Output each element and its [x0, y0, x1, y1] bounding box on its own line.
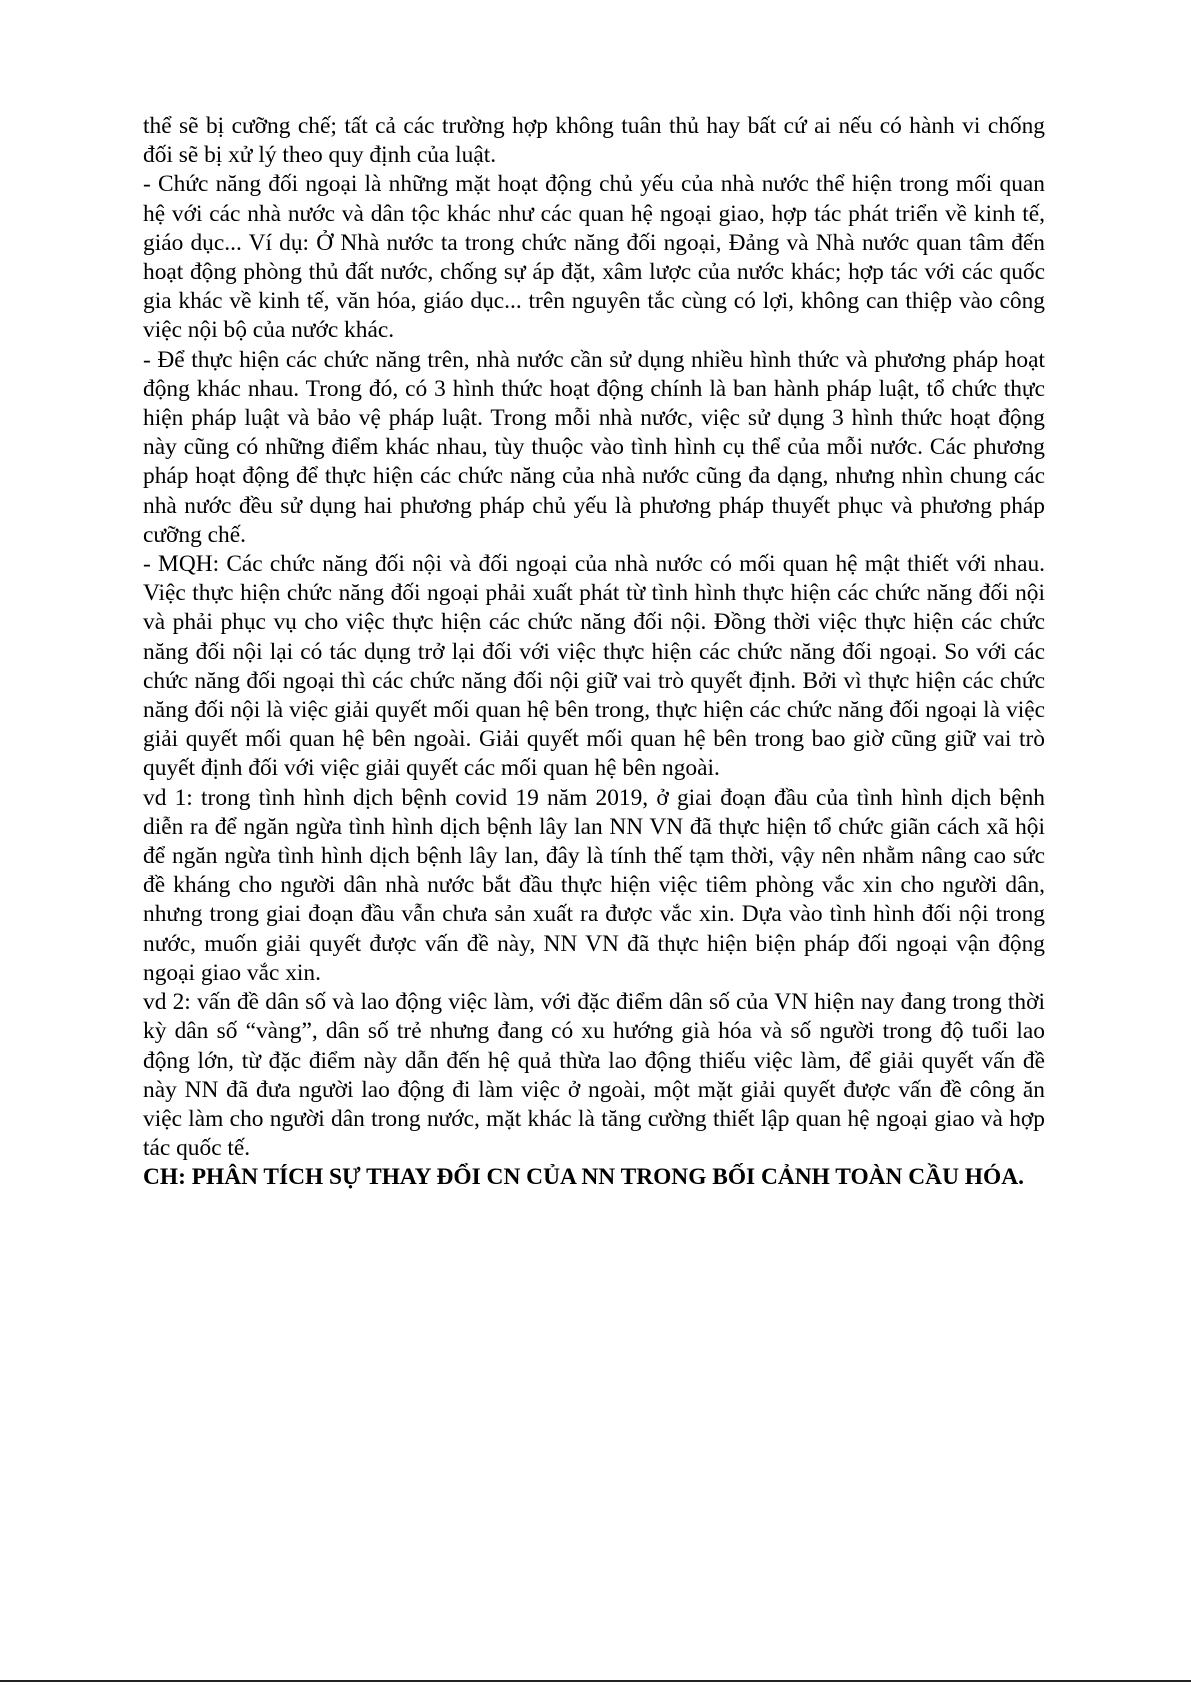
paragraph-example-2: vd 2: vấn đề dân số và lao động việc làm, với đặc điểm dân số của VN hiện nay đang trong thời kỳ dân số “vàng”, dân số trẻ nhưng đang có xu hướng già hóa và số người trong độ tuổi lao động lớn, từ đặc điểm này dẫn đến hệ quả thừa lao động thiếu việc làm, để giải quyết vấn đề này NN đã đưa người lao động đi làm việc ở ngoài, một mặt giải quyết được vấn đề công ăn việc làm cho người dân trong nước, mặt khác là tăng cường thiết lập quan hệ ngoại giao và hợp tác quốc tế.	[143, 989, 1045, 1162]
paragraph-external-function: - Chức năng đối ngoại là những mặt hoạt động chủ yếu của nhà nước thể hiện trong mối quan hệ với các nhà nước và dân tộc khác như các quan hệ ngoại giao, hợp tác phát triển về kinh tế, giáo dục... Ví dụ: Ở Nhà nước ta trong chức năng đối ngoại, Đảng và Nhà nước quan tâm đến hoạt động phòng thủ đất nước, chống sự áp đặt, xâm lược của nước khác; hợp tác với các quốc gia khác về kinh tế, văn hóa, giáo dục... trên nguyên tắc cùng có lợi, không can thiệp vào công việc nội bộ của nước khác.	[143, 171, 1045, 344]
paragraph-example-1: vd 1: trong tình hình dịch bệnh covid 19 năm 2019, ở giai đoạn đầu của tình hình dịch bệnh diễn ra để ngăn ngừa tình hình dịch bệnh lây lan NN VN đã thực hiện tổ chức giãn cách xã hội để ngăn ngừa tình hình dịch bệnh lây lan, đây là tính thế tạm thời, vậy nên nhằm nâng cao sức đề kháng cho người dân nhà nước bắt đầu thực hiện việc tiêm phòng vắc xin cho người dân, nhưng trong giai đoạn đầu vẫn chưa sản xuất ra được vắc xin. Dựa vào tình hình đối nội trong nước, muốn giải quyết được vấn đề này, NN VN đã thực hiện biện pháp đối ngoại vận động ngoại giao vắc xin.	[143, 784, 1045, 986]
bottom-divider	[0, 1680, 1191, 1682]
document-page	[143, 112, 1045, 1193]
paragraph-continuation: thể sẽ bị cưỡng chế; tất cả các trường hợp không tuân thủ hay bất cứ ai nếu có hành vi chống đối sẽ bị xử lý theo quy định của luật.	[143, 113, 1045, 169]
paragraph-forms-methods: - Để thực hiện các chức năng trên, nhà nước cần sử dụng nhiều hình thức và phương pháp hoạt động khác nhau. Trong đó, có 3 hình thức hoạt động chính là ban hành pháp luật, tổ chức thực hiện pháp luật và bảo vệ pháp luật. Trong mỗi nhà nước, việc sử dụng 3 hình thức hoạt động này cũng có những điểm khác nhau, tùy thuộc vào tình hình cụ thể của mỗi nước. Các phương pháp hoạt động để thực hiện các chức năng của nhà nước cũng đa dạng, nhưng nhìn chung các nhà nước đều sử dụng hai phương pháp chủ yếu là phương pháp thuyết phục và phương pháp cưỡng chế.	[143, 346, 1045, 548]
question-heading: CH: PHÂN TÍCH SỰ THAY ĐỔI CN CỦA NN TRONG BỐI CẢNH TOÀN CẦU HÓA.	[143, 1164, 1024, 1191]
paragraph-relationship: - MQH: Các chức năng đối nội và đối ngoại của nhà nước có mối quan hệ mật thiết với nhau. Việc thực hiện chức năng đối ngoại phải xuất phát từ tình hình thực hiện các chức năng đối nội và phải phục vụ cho việc thực hiện các chức năng đối nội. Đồng thời việc thực hiện các chức năng đối nội lại có tác dụng trở lại đối với việc thực hiện các chức năng đối ngoại. So với các chức năng đối ngoại thì các chức năng đối nội giữ vai trò quyết định. Bởi vì thực hiện các chức năng đối nội là việc giải quyết mối quan hệ bên trong, thực hiện các chức năng đối ngoại là việc giải quyết mối quan hệ bên ngoài. Giải quyết mối quan hệ bên trong bao giờ cũng giữ vai trò quyết định đối với việc giải quyết các mối quan hệ bên ngoài.	[143, 551, 1045, 782]
